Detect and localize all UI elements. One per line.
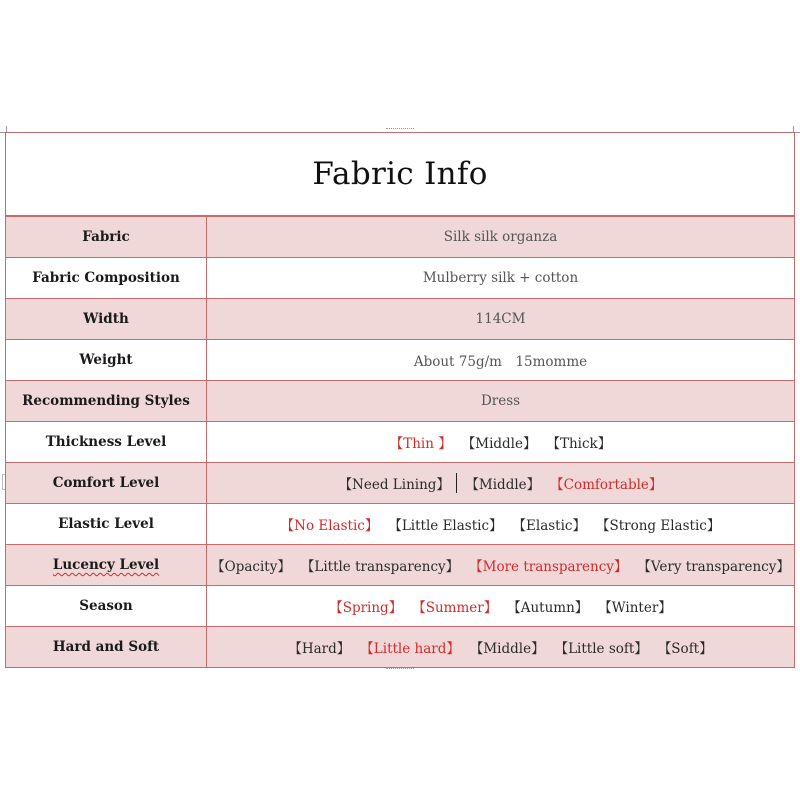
value-text: About 75g/m 15momme <box>413 354 588 370</box>
row-value <box>207 381 794 421</box>
option-label: 【Strong Elastic】 <box>595 518 721 534</box>
table-row <box>6 545 794 586</box>
row-label: Comfort Level <box>6 463 207 503</box>
option-label: 【Thin 】 <box>389 436 452 452</box>
row-value <box>207 340 794 380</box>
page-top-center-mark <box>386 128 414 131</box>
option-label: 【Soft】 <box>657 641 713 657</box>
row-label: Elastic Level <box>6 504 207 544</box>
option-label: 【Little Elastic】 <box>388 518 503 534</box>
text-cursor <box>456 473 458 493</box>
table-row <box>6 299 794 340</box>
option-label: 【Need Lining】 <box>338 477 450 493</box>
row-label: Hard and Soft <box>6 627 207 667</box>
row-label <box>6 545 207 585</box>
fabric-info-table <box>5 132 795 668</box>
table-row <box>6 340 794 381</box>
option-label: 【Summer】 <box>412 600 498 616</box>
row-options <box>207 504 794 544</box>
option-label: 【Comfortable】 <box>550 477 663 493</box>
table-row <box>6 504 794 545</box>
row-label: Recommending Styles <box>6 381 207 421</box>
value-text: Silk silk organza <box>443 229 558 245</box>
option-label: 【Little hard】 <box>360 641 460 657</box>
option-label: 【Hard】 <box>288 641 351 657</box>
spellcheck-label: Lucency Level <box>52 557 160 573</box>
row-options <box>207 463 794 503</box>
value-text: Dress <box>480 393 521 409</box>
option-label: 【Middle】 <box>465 477 541 493</box>
row-label: Thickness Level <box>6 422 207 462</box>
row-label: Fabric Composition <box>6 258 207 298</box>
value-text: Mulberry silk + cotton <box>422 270 579 286</box>
option-label: 【Spring】 <box>329 600 403 616</box>
row-label: Width <box>6 299 207 339</box>
row-value <box>207 299 794 339</box>
value-text: 114CM <box>475 311 526 327</box>
option-label: 【Elastic】 <box>512 518 586 534</box>
option-label: 【Little transparency】 <box>300 559 460 575</box>
row-label: Season <box>6 586 207 626</box>
option-label: 【Thick】 <box>546 436 612 452</box>
table-row <box>6 422 794 463</box>
page-title: Fabric Info <box>312 156 488 192</box>
option-label: 【Autumn】 <box>507 600 589 616</box>
table-row <box>6 258 794 299</box>
table-row <box>6 217 794 258</box>
row-label: Weight <box>6 340 207 380</box>
table-row <box>6 627 794 667</box>
option-label: 【Middle】 <box>461 436 537 452</box>
title-row <box>6 133 794 217</box>
option-label: 【No Elastic】 <box>280 518 379 534</box>
option-label: 【Little soft】 <box>554 641 648 657</box>
row-options <box>207 422 794 462</box>
option-label: 【More transparency】 <box>469 559 628 575</box>
row-options <box>207 545 794 585</box>
option-label: 【Very transparency】 <box>637 559 790 575</box>
row-options <box>207 586 794 626</box>
row-label: Fabric <box>6 217 207 257</box>
option-label: 【Opacity】 <box>211 559 291 575</box>
option-label: 【Middle】 <box>469 641 545 657</box>
page-bottom-center-mark <box>386 668 414 671</box>
table-row <box>6 381 794 422</box>
row-value <box>207 258 794 298</box>
option-label: 【Winter】 <box>598 600 672 616</box>
row-options <box>207 627 794 667</box>
table-row <box>6 586 794 627</box>
table-row <box>6 463 794 504</box>
row-value <box>207 217 794 257</box>
